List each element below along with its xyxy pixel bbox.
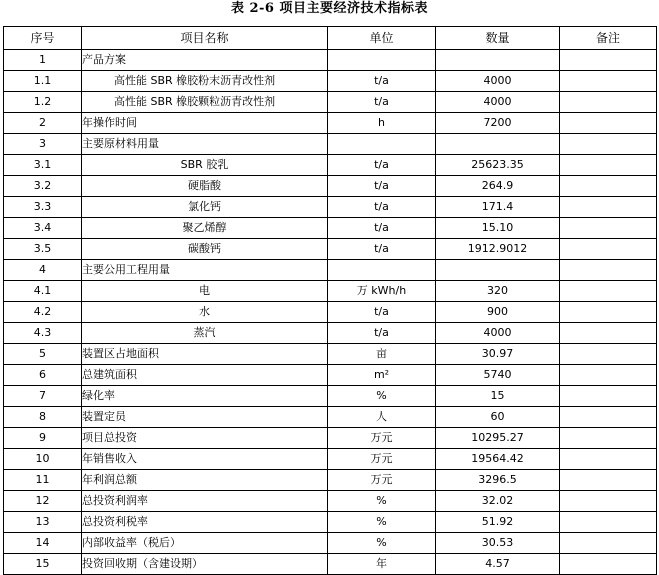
table-row: [4, 155, 657, 176]
row-name-cell: 装置区占地面积: [82, 344, 328, 365]
row-note-cell: [560, 512, 657, 533]
row-name-cell: 蒸汽: [82, 323, 328, 344]
row-seq-cell: 10: [4, 449, 82, 470]
row-note-cell: [560, 365, 657, 386]
table-row: [4, 554, 657, 575]
row-unit-cell: t/a: [328, 323, 436, 344]
row-note-cell: [560, 281, 657, 302]
row-seq-cell: 12: [4, 491, 82, 512]
row-note-cell: [560, 302, 657, 323]
row-name-cell: 氯化钙: [82, 197, 328, 218]
economic-indicators-table: [3, 26, 657, 575]
row-unit-cell: t/a: [328, 92, 436, 113]
table-row: [4, 323, 657, 344]
row-seq-cell: 14: [4, 533, 82, 554]
table-row: [4, 281, 657, 302]
row-qty-cell: [436, 50, 560, 71]
row-seq-cell: 2: [4, 113, 82, 134]
row-qty-cell: 15.10: [436, 218, 560, 239]
header-note: 备注: [560, 27, 657, 50]
table-row: [4, 512, 657, 533]
row-qty-cell: 25623.35: [436, 155, 560, 176]
row-name-cell: 高性能 SBR 橡胶颗粒沥青改性剂: [82, 92, 328, 113]
row-name-cell: 主要原材料用量: [82, 134, 328, 155]
row-unit-cell: 万元: [328, 470, 436, 491]
row-seq-cell: 3: [4, 134, 82, 155]
row-qty-cell: 264.9: [436, 176, 560, 197]
table-row: [4, 533, 657, 554]
row-note-cell: [560, 428, 657, 449]
row-note-cell: [560, 197, 657, 218]
row-seq-cell: 3.5: [4, 239, 82, 260]
row-qty-cell: 1912.9012: [436, 239, 560, 260]
row-unit-cell: [328, 50, 436, 71]
row-name-cell: 项目总投资: [82, 428, 328, 449]
row-unit-cell: %: [328, 533, 436, 554]
row-qty-cell: 900: [436, 302, 560, 323]
row-note-cell: [560, 344, 657, 365]
row-name-cell: SBR 胶乳: [82, 155, 328, 176]
row-name-cell: 总建筑面积: [82, 365, 328, 386]
row-seq-cell: 1.1: [4, 71, 82, 92]
row-note-cell: [560, 260, 657, 281]
table-row: [4, 407, 657, 428]
row-note-cell: [560, 155, 657, 176]
row-qty-cell: [436, 260, 560, 281]
row-qty-cell: 5740: [436, 365, 560, 386]
row-unit-cell: t/a: [328, 197, 436, 218]
row-seq-cell: 15: [4, 554, 82, 575]
row-name-cell: 装置定员: [82, 407, 328, 428]
table-row: [4, 113, 657, 134]
table-caption: 表 2-6 项目主要经济技术指标表: [230, 1, 429, 16]
row-name-cell: 内部收益率（税后）: [82, 533, 328, 554]
row-note-cell: [560, 239, 657, 260]
table-row: [4, 50, 657, 71]
row-note-cell: [560, 470, 657, 491]
row-unit-cell: t/a: [328, 176, 436, 197]
row-qty-cell: 32.02: [436, 491, 560, 512]
row-unit-cell: 年: [328, 554, 436, 575]
row-seq-cell: 4.3: [4, 323, 82, 344]
row-seq-cell: 3.3: [4, 197, 82, 218]
row-qty-cell: 19564.42: [436, 449, 560, 470]
row-seq-cell: 11: [4, 470, 82, 491]
row-qty-cell: 15: [436, 386, 560, 407]
row-seq-cell: 3.2: [4, 176, 82, 197]
row-seq-cell: 1: [4, 50, 82, 71]
row-unit-cell: t/a: [328, 302, 436, 323]
row-note-cell: [560, 533, 657, 554]
header-qty: 数量: [436, 27, 560, 50]
row-name-cell: 硬脂酸: [82, 176, 328, 197]
row-note-cell: [560, 113, 657, 134]
table-row: [4, 491, 657, 512]
row-seq-cell: 8: [4, 407, 82, 428]
row-seq-cell: 6: [4, 365, 82, 386]
row-qty-cell: 4.57: [436, 554, 560, 575]
row-note-cell: [560, 323, 657, 344]
table-header-row: [4, 27, 657, 50]
row-name-cell: 高性能 SBR 橡胶粉末沥青改性剂: [82, 71, 328, 92]
row-note-cell: [560, 449, 657, 470]
table-body: [4, 50, 657, 575]
row-name-cell: 主要公用工程用量: [82, 260, 328, 281]
row-unit-cell: [328, 134, 436, 155]
row-name-cell: 年利润总额: [82, 470, 328, 491]
row-name-cell: 绿化率: [82, 386, 328, 407]
row-unit-cell: 人: [328, 407, 436, 428]
table-row: [4, 92, 657, 113]
header-seq: 序号: [4, 27, 82, 50]
table-row: [4, 302, 657, 323]
row-seq-cell: 3.1: [4, 155, 82, 176]
row-seq-cell: 1.2: [4, 92, 82, 113]
row-qty-cell: [436, 134, 560, 155]
table-row: [4, 176, 657, 197]
row-qty-cell: 320: [436, 281, 560, 302]
row-name-cell: 水: [82, 302, 328, 323]
row-unit-cell: t/a: [328, 239, 436, 260]
row-name-cell: 电: [82, 281, 328, 302]
row-qty-cell: 3296.5: [436, 470, 560, 491]
row-seq-cell: 5: [4, 344, 82, 365]
row-unit-cell: m²: [328, 365, 436, 386]
row-seq-cell: 4.1: [4, 281, 82, 302]
row-name-cell: 年操作时间: [82, 113, 328, 134]
table-row: [4, 386, 657, 407]
row-note-cell: [560, 491, 657, 512]
row-note-cell: [560, 386, 657, 407]
row-unit-cell: t/a: [328, 155, 436, 176]
row-qty-cell: 51.92: [436, 512, 560, 533]
table-row: [4, 197, 657, 218]
table-row: [4, 449, 657, 470]
table-row: [4, 344, 657, 365]
row-note-cell: [560, 92, 657, 113]
table-row: [4, 134, 657, 155]
header-unit: 单位: [328, 27, 436, 50]
row-name-cell: 碳酸钙: [82, 239, 328, 260]
row-qty-cell: 4000: [436, 323, 560, 344]
row-seq-cell: 7: [4, 386, 82, 407]
table-row: [4, 260, 657, 281]
row-qty-cell: 30.53: [436, 533, 560, 554]
row-name-cell: 投资回收期（含建设期）: [82, 554, 328, 575]
row-unit-cell: 万 kWh/h: [328, 281, 436, 302]
row-unit-cell: %: [328, 491, 436, 512]
row-note-cell: [560, 218, 657, 239]
row-qty-cell: 60: [436, 407, 560, 428]
row-note-cell: [560, 50, 657, 71]
row-unit-cell: h: [328, 113, 436, 134]
row-unit-cell: 万元: [328, 449, 436, 470]
row-unit-cell: %: [328, 386, 436, 407]
table-row: [4, 428, 657, 449]
row-name-cell: 总投资利税率: [82, 512, 328, 533]
row-seq-cell: 13: [4, 512, 82, 533]
table-row: [4, 239, 657, 260]
table-row: [4, 470, 657, 491]
row-qty-cell: 10295.27: [436, 428, 560, 449]
table-row: [4, 71, 657, 92]
row-note-cell: [560, 554, 657, 575]
row-qty-cell: 4000: [436, 92, 560, 113]
row-note-cell: [560, 407, 657, 428]
row-seq-cell: 4: [4, 260, 82, 281]
row-name-cell: 年销售收入: [82, 449, 328, 470]
row-seq-cell: 4.2: [4, 302, 82, 323]
row-unit-cell: t/a: [328, 218, 436, 239]
row-name-cell: 总投资利润率: [82, 491, 328, 512]
row-note-cell: [560, 134, 657, 155]
row-unit-cell: %: [328, 512, 436, 533]
row-name-cell: 产品方案: [82, 50, 328, 71]
row-unit-cell: 万元: [328, 428, 436, 449]
row-note-cell: [560, 176, 657, 197]
row-qty-cell: 7200: [436, 113, 560, 134]
row-seq-cell: 9: [4, 428, 82, 449]
row-note-cell: [560, 71, 657, 92]
header-name: 项目名称: [82, 27, 328, 50]
row-seq-cell: 3.4: [4, 218, 82, 239]
table-row: [4, 365, 657, 386]
row-unit-cell: [328, 260, 436, 281]
table-row: [4, 218, 657, 239]
row-qty-cell: 171.4: [436, 197, 560, 218]
row-unit-cell: 亩: [328, 344, 436, 365]
row-qty-cell: 30.97: [436, 344, 560, 365]
row-unit-cell: t/a: [328, 71, 436, 92]
row-qty-cell: 4000: [436, 71, 560, 92]
row-name-cell: 聚乙烯醇: [82, 218, 328, 239]
